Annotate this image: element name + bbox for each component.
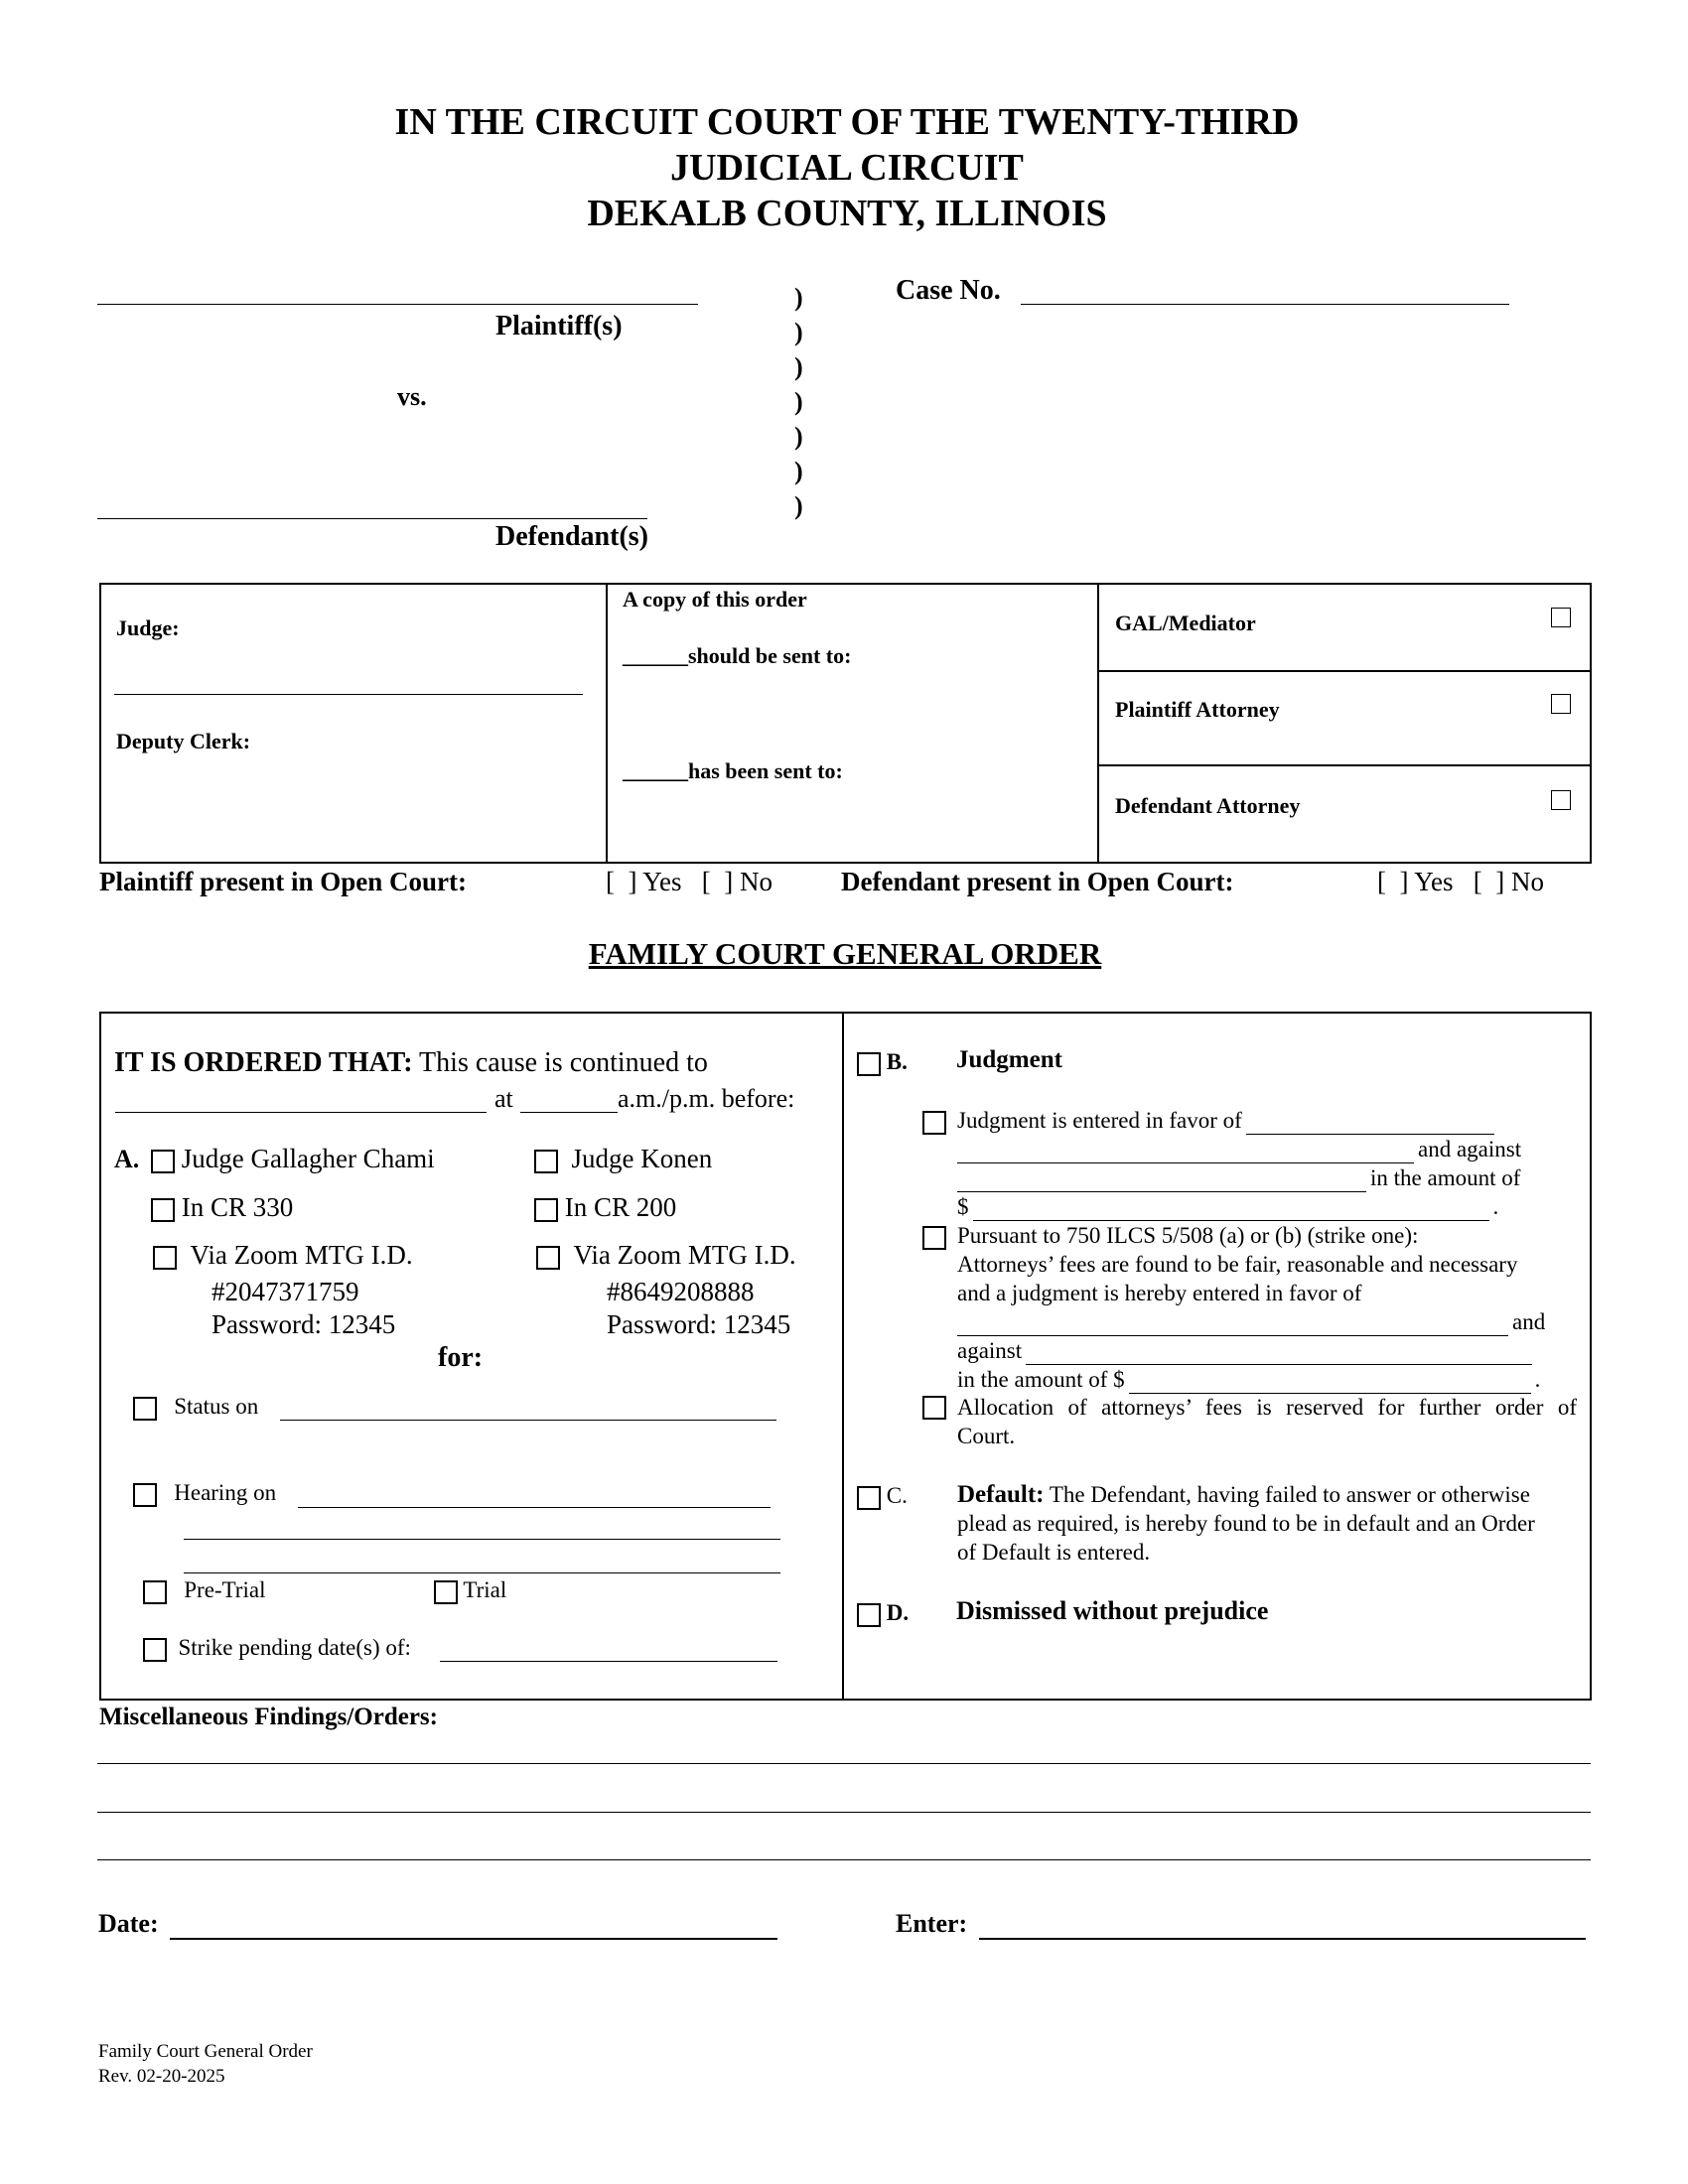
defendant-present-label: Defendant present in Open Court: bbox=[841, 867, 1234, 896]
recipient-defendant-attorney: Defendant Attorney bbox=[1115, 793, 1301, 818]
heading-line-3: DEKALB COUNTY, ILLINOIS bbox=[587, 193, 1107, 234]
before-label: a.m./p.m. before: bbox=[618, 1084, 795, 1113]
section-d-label: D. bbox=[886, 1600, 910, 1625]
footer-revision: Rev. 02-20-2025 bbox=[98, 2066, 225, 2087]
section-a-label: A. bbox=[114, 1145, 140, 1173]
zoom-2-id: #8649208888 bbox=[607, 1277, 755, 1306]
judgment-entered-checkbox[interactable] bbox=[922, 1111, 946, 1135]
allocation-checkbox[interactable] bbox=[922, 1396, 946, 1420]
divider bbox=[1098, 670, 1592, 672]
vs-label: vs. bbox=[397, 382, 427, 411]
judgment-title: Judgment bbox=[956, 1046, 1062, 1073]
judge-konen-checkbox[interactable] bbox=[534, 1150, 558, 1173]
section-c-label: C. bbox=[886, 1483, 908, 1508]
ordered-label: IT IS ORDERED THAT: bbox=[114, 1047, 413, 1078]
divider bbox=[1098, 764, 1592, 766]
plaintiff-label: Plaintiff(s) bbox=[495, 311, 623, 341]
gal-mediator-checkbox[interactable] bbox=[1551, 608, 1571, 627]
trial-checkbox[interactable] bbox=[434, 1580, 458, 1604]
defendant-field[interactable] bbox=[97, 518, 647, 519]
judgment-checkbox[interactable] bbox=[857, 1052, 881, 1076]
continued-date-field[interactable] bbox=[115, 1112, 487, 1113]
dismissed-title: Dismissed without prejudice bbox=[956, 1596, 1269, 1625]
divider bbox=[842, 1012, 844, 1701]
court-heading bbox=[0, 99, 1688, 236]
status-date-field[interactable] bbox=[280, 1420, 776, 1421]
time-field[interactable] bbox=[520, 1112, 618, 1113]
hearing-line-3[interactable] bbox=[184, 1572, 780, 1573]
defendant-label: Defendant(s) bbox=[495, 521, 648, 552]
default-block: Default: The Defendant, having failed to answer or otherwise plead as required, is hereby found to be in default and an Order of Default is entered. bbox=[957, 1481, 1535, 1565]
misc-line-2[interactable] bbox=[97, 1812, 1591, 1813]
pretrial-label: Pre-Trial bbox=[184, 1577, 266, 1602]
plaintiff-attorney-checkbox[interactable] bbox=[1551, 694, 1571, 714]
defendant-attorney-checkbox[interactable] bbox=[1551, 790, 1571, 810]
enter-field[interactable] bbox=[979, 1938, 1586, 1940]
strike-label: Strike pending date(s) of: bbox=[178, 1635, 411, 1660]
heading-line-2: JUDICIAL CIRCUIT bbox=[670, 147, 1024, 189]
judge-konen-label: Judge Konen bbox=[571, 1144, 713, 1173]
strike-date-field[interactable] bbox=[440, 1661, 777, 1662]
continued-text: This cause is continued to bbox=[412, 1047, 708, 1078]
heading-line-1: IN THE CIRCUIT COURT OF THE TWENTY-THIRD bbox=[394, 101, 1300, 143]
should-be-sent-label[interactable]: ______should be sent to: bbox=[623, 643, 852, 668]
attorney-fees-checkbox[interactable] bbox=[922, 1226, 946, 1250]
trial-label: Trial bbox=[463, 1577, 507, 1602]
plaintiff-field[interactable] bbox=[97, 304, 698, 305]
judge-label: Judge: bbox=[116, 615, 180, 640]
judgment-entered-block: Judgment is entered in favor of and against in the amount of $ . bbox=[957, 1108, 1522, 1219]
footer bbox=[98, 2039, 313, 2089]
copy-label: A copy of this order bbox=[623, 587, 807, 612]
defendant-present-options[interactable]: [ ] Yes [ ] No bbox=[1377, 867, 1544, 896]
date-field[interactable] bbox=[170, 1938, 777, 1940]
divider bbox=[606, 583, 608, 864]
status-checkbox[interactable] bbox=[133, 1397, 157, 1421]
zoom-1-id: #2047371759 bbox=[211, 1277, 359, 1306]
fees-favor-field[interactable] bbox=[957, 1313, 1508, 1336]
misc-label: Miscellaneous Findings/Orders: bbox=[99, 1704, 438, 1730]
allocation-block: Allocation of attorneys’ fees is reserved for further order of Court. bbox=[957, 1395, 1577, 1448]
cr-330-label: In CR 330 bbox=[181, 1192, 294, 1222]
at-label: at bbox=[494, 1084, 513, 1113]
pretrial-checkbox[interactable] bbox=[143, 1580, 167, 1604]
zoom-2-label: Via Zoom MTG I.D. bbox=[573, 1240, 796, 1270]
section-b-label: B. bbox=[886, 1049, 908, 1074]
hearing-line-2[interactable] bbox=[184, 1539, 780, 1540]
amount-party-field[interactable] bbox=[957, 1169, 1366, 1192]
judge-field[interactable] bbox=[114, 694, 583, 695]
zoom-2-password: Password: 12345 bbox=[607, 1309, 791, 1339]
deputy-clerk-label: Deputy Clerk: bbox=[116, 729, 251, 753]
amount-field[interactable] bbox=[973, 1198, 1489, 1221]
favor-of-field[interactable] bbox=[1246, 1112, 1494, 1135]
enter-label: Enter: bbox=[896, 1909, 968, 1938]
dismissed-checkbox[interactable] bbox=[857, 1603, 881, 1627]
has-been-sent-label[interactable]: ______has been sent to: bbox=[623, 758, 843, 783]
judge-gallagher-chami-label: Judge Gallagher Chami bbox=[181, 1144, 435, 1173]
zoom-2-checkbox[interactable] bbox=[536, 1246, 560, 1270]
form-title: FAMILY COURT GENERAL ORDER bbox=[588, 936, 1102, 971]
zoom-1-checkbox[interactable] bbox=[153, 1246, 177, 1270]
judge-gallagher-chami-checkbox[interactable] bbox=[151, 1150, 175, 1173]
default-checkbox[interactable] bbox=[857, 1486, 881, 1510]
recipient-gal-mediator: GAL/Mediator bbox=[1115, 611, 1256, 635]
misc-line-3[interactable] bbox=[97, 1859, 1591, 1860]
distribution-box bbox=[99, 583, 1592, 864]
misc-line-1[interactable] bbox=[97, 1763, 1591, 1764]
cr-200-label: In CR 200 bbox=[564, 1192, 677, 1222]
footer-form-name: Family Court General Order bbox=[98, 2041, 313, 2062]
for-label: for: bbox=[438, 1342, 484, 1373]
hearing-label: Hearing on bbox=[174, 1480, 277, 1505]
status-label: Status on bbox=[174, 1394, 259, 1419]
zoom-1-label: Via Zoom MTG I.D. bbox=[190, 1240, 413, 1270]
recipient-plaintiff-attorney: Plaintiff Attorney bbox=[1115, 697, 1280, 722]
cr-200-checkbox[interactable] bbox=[534, 1198, 558, 1222]
hearing-checkbox[interactable] bbox=[133, 1483, 157, 1507]
caption-parentheses: ) ) ) ) ) ) ) bbox=[794, 283, 803, 520]
strike-checkbox[interactable] bbox=[143, 1638, 167, 1662]
plaintiff-present-options[interactable]: [ ] Yes [ ] No bbox=[606, 867, 773, 896]
fees-amount-field[interactable] bbox=[1129, 1371, 1531, 1394]
fees-against-field[interactable] bbox=[1026, 1342, 1532, 1365]
date-label: Date: bbox=[98, 1909, 159, 1938]
cr-330-checkbox[interactable] bbox=[151, 1198, 175, 1222]
zoom-1-password: Password: 12345 bbox=[211, 1309, 396, 1339]
against-field[interactable] bbox=[957, 1141, 1414, 1163]
attorney-fees-block: Pursuant to 750 ILCS 5/508 (a) or (b) (strike one): Attorneys’ fees are found to be fair, reasonable and necessary and a judgment is hereby entered in favor of and against in the amount of $ . bbox=[957, 1223, 1546, 1392]
plaintiff-present-label: Plaintiff present in Open Court: bbox=[99, 867, 467, 896]
case-no-label: Case No. bbox=[896, 275, 1001, 306]
divider bbox=[1097, 583, 1099, 864]
hearing-date-field[interactable] bbox=[298, 1507, 771, 1508]
case-no-field[interactable] bbox=[1021, 304, 1509, 305]
